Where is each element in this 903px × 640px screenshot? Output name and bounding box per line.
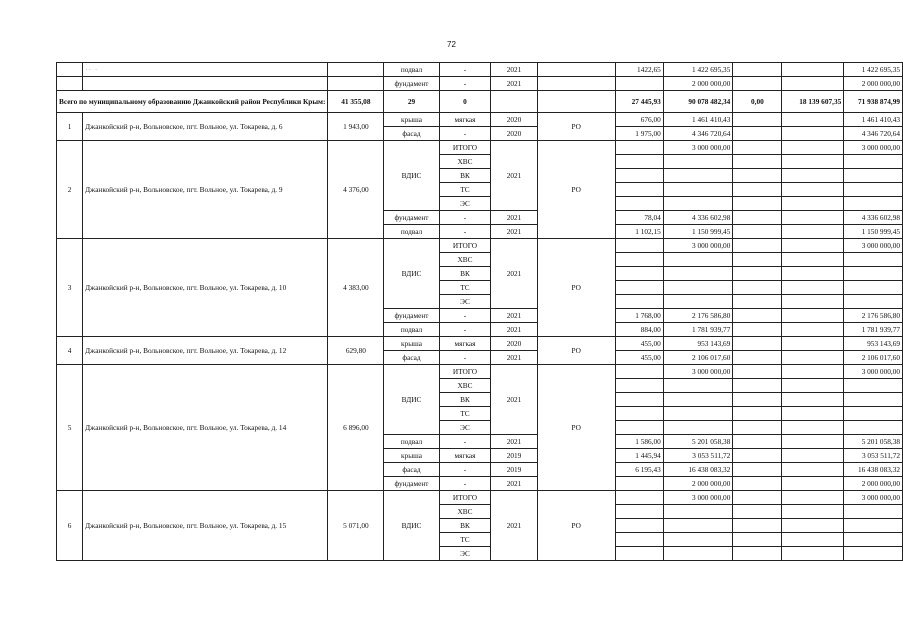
table-row [57, 141, 903, 155]
work-type: подвал [384, 323, 439, 337]
vk-label: ВК [439, 267, 491, 281]
es-label: ЭС [439, 421, 491, 435]
table-row [57, 113, 903, 127]
cost: 3 053 511,72 [663, 449, 733, 463]
year: 2020 [491, 113, 537, 127]
material: - [439, 225, 491, 239]
total-cost: 3 000 000,00 [844, 141, 903, 155]
work-type: подвал [384, 435, 439, 449]
material: - [439, 63, 491, 77]
year: 2021 [491, 225, 537, 239]
vdis-label: ВДИС [384, 491, 439, 561]
total-cost: 1 150 999,45 [844, 225, 903, 239]
total-cost: 1 781 939,77 [844, 323, 903, 337]
table-row [57, 77, 903, 91]
row-number: 6 [57, 491, 83, 561]
cost: 2 000 000,00 [663, 477, 733, 491]
cost: 5 201 058,38 [663, 435, 733, 449]
material: мягкая [439, 449, 491, 463]
cost: 2 106 017,60 [663, 351, 733, 365]
year: 2021 [491, 239, 537, 309]
cost: 4 346 720,64 [663, 127, 733, 141]
work-area: 1 445,94 [615, 449, 663, 463]
work-area: 1 768,00 [615, 309, 663, 323]
work-type: фундамент [384, 211, 439, 225]
table-row [57, 63, 903, 77]
ro-label: РО [537, 141, 615, 239]
table-row [57, 337, 903, 351]
work-type: фундамент [384, 309, 439, 323]
summary-work-area: 27 445,93 [615, 91, 663, 113]
work-area [615, 477, 663, 491]
hvs-label: ХВС [439, 379, 491, 393]
material: - [439, 77, 491, 91]
material: мягкая [439, 337, 491, 351]
summary-row [57, 91, 903, 113]
work-type: фундамент [384, 77, 439, 91]
year: 2020 [491, 127, 537, 141]
table-row [57, 491, 903, 505]
vk-label: ВК [439, 169, 491, 183]
work-area: 6 195,43 [615, 463, 663, 477]
itogo-label: ИТОГО [439, 365, 491, 379]
building-area: 4 376,00 [328, 141, 384, 239]
summary-label: Всего по муниципальному образованию Джанкойский район Республики Крым: [57, 91, 328, 113]
row-number: 2 [57, 141, 83, 239]
work-area: 884,00 [615, 323, 663, 337]
building-area: 6 896,00 [328, 365, 384, 491]
year: 2021 [491, 477, 537, 491]
cost: 2 176 586,80 [663, 309, 733, 323]
building-address: Джанкойский р-н, Вольновское, пгт. Вольное, ул. Токарева, д. 9 [83, 141, 328, 239]
work-area: 1 102,15 [615, 225, 663, 239]
vk-label: ВК [439, 393, 491, 407]
work-type: крыша [384, 337, 439, 351]
vk-label: ВК [439, 519, 491, 533]
total-cost: 2 176 586,80 [844, 309, 903, 323]
work-type: фундамент [384, 477, 439, 491]
material: мягкая [439, 113, 491, 127]
cost: 3 000 000,00 [663, 141, 733, 155]
year: 2021 [491, 309, 537, 323]
building-area: 1 943,00 [328, 113, 384, 141]
repair-plan-table [56, 62, 903, 561]
building-area: 5 071,00 [328, 491, 384, 561]
summary-total: 71 938 874,99 [844, 91, 903, 113]
work-area: 455,00 [615, 337, 663, 351]
building-address: Джанкойский р-н, Вольновское, пгт. Вольное, ул. Токарева, д. 6 [83, 113, 328, 141]
vdis-label: ВДИС [384, 239, 439, 309]
es-label: ЭС [439, 295, 491, 309]
summary-area: 41 355,08 [328, 91, 384, 113]
work-type: фасад [384, 351, 439, 365]
itogo-label: ИТОГО [439, 239, 491, 253]
row-number: 5 [57, 365, 83, 491]
year: 2021 [491, 323, 537, 337]
cost: 3 000 000,00 [663, 365, 733, 379]
ts-label: ТС [439, 533, 491, 547]
hvs-label: ХВС [439, 505, 491, 519]
summary-sum: 90 078 482,34 [663, 91, 733, 113]
cost: 2 000 000,00 [663, 77, 733, 91]
faded-text: ·· · [83, 63, 328, 77]
material: - [439, 463, 491, 477]
work-type: фасад [384, 127, 439, 141]
building-address: Джанкойский р-н, Вольновское, пгт. Вольное, ул. Токарева, д. 12 [83, 337, 328, 365]
building-area: 4 383,00 [328, 239, 384, 337]
ro-label: РО [537, 239, 615, 337]
ro-label: РО [537, 491, 615, 561]
total-cost: 4 346 720,64 [844, 127, 903, 141]
building-area: 629,80 [328, 337, 384, 365]
work-area [615, 77, 663, 91]
ts-label: ТС [439, 407, 491, 421]
es-label: ЭС [439, 547, 491, 561]
material: - [439, 211, 491, 225]
cost: 4 336 602,98 [663, 211, 733, 225]
ro-label: РО [537, 113, 615, 141]
summary-c2: 18 139 607,35 [782, 91, 844, 113]
total-cost: 5 201 058,38 [844, 435, 903, 449]
total-cost: 2 000 000,00 [844, 477, 903, 491]
material: - [439, 323, 491, 337]
material: - [439, 351, 491, 365]
year: 2021 [491, 491, 537, 561]
ts-label: ТС [439, 183, 491, 197]
work-type: крыша [384, 449, 439, 463]
work-type: подвал [384, 225, 439, 239]
material: - [439, 309, 491, 323]
year: 2021 [491, 351, 537, 365]
total-cost: 16 438 083,32 [844, 463, 903, 477]
ro-label: РО [537, 337, 615, 365]
building-address: Джанкойский р-н, Вольновское, пгт. Вольное, ул. Токарева, д. 10 [83, 239, 328, 337]
table-row [57, 239, 903, 253]
row-number: 4 [57, 337, 83, 365]
year: 2021 [491, 211, 537, 225]
total-cost: 3 000 000,00 [844, 491, 903, 505]
work-area: 78,04 [615, 211, 663, 225]
work-area: 676,00 [615, 113, 663, 127]
cost: 1 422 695,35 [663, 63, 733, 77]
total-cost: 4 336 602,98 [844, 211, 903, 225]
ro-label: РО [537, 365, 615, 491]
cost: 953 143,69 [663, 337, 733, 351]
summary-zero: 0 [439, 91, 491, 113]
total-cost: 3 000 000,00 [844, 365, 903, 379]
work-type: подвал [384, 63, 439, 77]
work-area: 455,00 [615, 351, 663, 365]
vdis-label: ВДИС [384, 141, 439, 211]
year: 2021 [491, 365, 537, 435]
year: 2020 [491, 337, 537, 351]
vdis-label: ВДИС [384, 365, 439, 435]
work-area: 1422,65 [615, 63, 663, 77]
cost: 1 781 939,77 [663, 323, 733, 337]
es-label: ЭС [439, 197, 491, 211]
building-address: Джанкойский р-н, Вольновское, пгт. Вольное, ул. Токарева, д. 14 [83, 365, 328, 491]
year: 2021 [491, 77, 537, 91]
hvs-label: ХВС [439, 253, 491, 267]
itogo-label: ИТОГО [439, 491, 491, 505]
total-cost: 3 000 000,00 [844, 239, 903, 253]
material: - [439, 477, 491, 491]
hvs-label: ХВС [439, 155, 491, 169]
year: 2021 [491, 63, 537, 77]
cost: 3 000 000,00 [663, 239, 733, 253]
year: 2019 [491, 449, 537, 463]
ts-label: ТС [439, 281, 491, 295]
work-area: 1 586,00 [615, 435, 663, 449]
year: 2019 [491, 463, 537, 477]
total-cost: 2 106 017,60 [844, 351, 903, 365]
summary-count: 29 [384, 91, 439, 113]
total-cost: 1 422 695,35 [844, 63, 903, 77]
total-cost: 3 053 511,72 [844, 449, 903, 463]
row-number: 1 [57, 113, 83, 141]
material: - [439, 435, 491, 449]
table-row [57, 365, 903, 379]
total-cost: 2 000 000,00 [844, 77, 903, 91]
year: 2021 [491, 435, 537, 449]
material: - [439, 127, 491, 141]
cost: 3 000 000,00 [663, 491, 733, 505]
row-number: 3 [57, 239, 83, 337]
total-cost: 1 461 410,43 [844, 113, 903, 127]
page-number: 72 [447, 40, 456, 49]
work-area: 1 975,00 [615, 127, 663, 141]
itogo-label: ИТОГО [439, 141, 491, 155]
cost: 1 461 410,43 [663, 113, 733, 127]
cost: 16 438 083,32 [663, 463, 733, 477]
year: 2021 [491, 141, 537, 211]
work-type: крыша [384, 113, 439, 127]
building-address: Джанкойский р-н, Вольновское, пгт. Вольное, ул. Токарева, д. 15 [83, 491, 328, 561]
work-type: фасад [384, 463, 439, 477]
cost: 1 150 999,45 [663, 225, 733, 239]
total-cost: 953 143,69 [844, 337, 903, 351]
summary-c1: 0,00 [733, 91, 782, 113]
